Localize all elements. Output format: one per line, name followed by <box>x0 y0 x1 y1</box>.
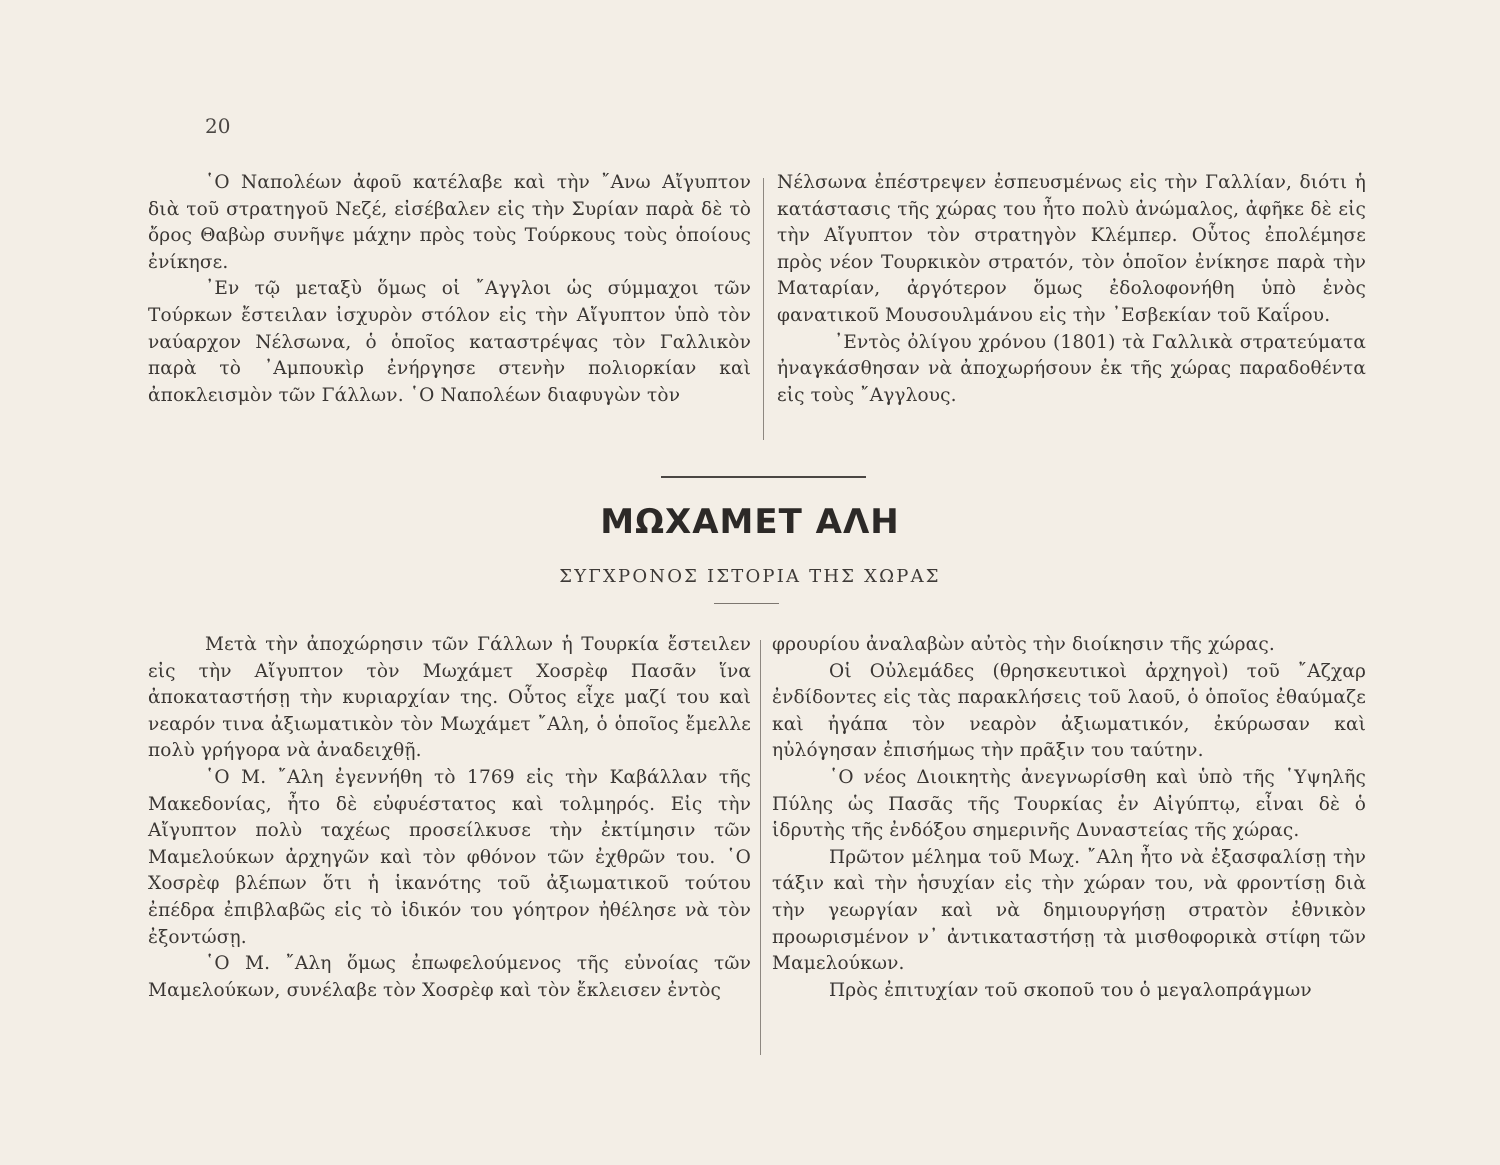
paragraph: Πρὸς ἐπιτυχίαν τοῦ σκοποῦ του ὁ μεγαλοπράγμων <box>829 979 1312 1001</box>
paragraph: ῾Ο Μ. ῎Αλη ὅμως ἐπωφελούμενος τῆς εὐνοίας τῶν Μαμελούκων, συνέλαβε τὸν Χοσρὲφ καὶ τὸν ἔκλεισεν ἐντὸς <box>148 953 751 1001</box>
paragraph: ῾Ο νέος Διοικητὴς ἀνεγνωρίσθη καὶ ὑπὸ τῆς ῾Υψηλῆς Πύλης ὡς Πασᾶς τῆς Τουρκίας ἐν Αἰγύπτῳ, εἶναι δὲ ὁ ἱδρυτὴς τῆς ἐνδόξου σημερινῆς Δυναστείας τῆς χώρας. <box>772 766 1366 842</box>
column-divider <box>760 640 761 1055</box>
paragraph: Πρῶτον μέλημα τοῦ Μωχ. ῎Αλη ἦτο νὰ ἐξασφαλίσῃ τὴν τάξιν καὶ τὴν ἡσυχίαν εἰς τὴν χώραν του, νὰ φροντίσῃ διὰ τὴν γεωργίαν καὶ νὰ δημιουργήσῃ στρατὸν ἐθνικὸν προωρισμένον ν᾿ ἀντικαταστήσῃ τὰ μισθοφορικὰ στίφη τῶν Μαμελούκων. <box>772 846 1366 975</box>
paragraph: Μετὰ τὴν ἀποχώρησιν τῶν Γάλλων ἡ Τουρκία ἔστειλεν εἰς τὴν Αἴγυπτον τὸν Μωχάμετ Χοσρὲφ Πασᾶν ἵνα ἀποκαταστήσῃ τὴν κυριαρχίαν της. Οὗτος εἶχε μαζί του καὶ νεαρόν τινα ἀξιωματικὸν τὸν Μωχάμετ ῎Αλη, ὁ ὁποῖος ἔμελλε πολὺ γρήγορα νὰ ἀναδειχθῇ. <box>148 634 751 762</box>
bottom-right-column <box>772 632 1366 1004</box>
paragraph: ῾Ο Ναπολέων ἀφοῦ κατέλαβε καὶ τὴν ῎Ανω Αἴγυπτον διὰ τοῦ στρατηγοῦ Νεζέ, εἰσέβαλεν εἰς τὴν Συρίαν παρὰ δὲ τὸ ὄρος Θαβὼρ συνῆψε μάχην πρὸς τοὺς Τούρκους τοὺς ὁποίους ἐνίκησε. <box>148 172 751 273</box>
paragraph: Οἱ Οὐλεμάδες (θρησκευτικοὶ ἀρχηγοὶ) τοῦ ῎Αζχαρ ἐνδίδοντες εἰς τὰς παρακλήσεις τοῦ λαοῦ, ὁ ὁποῖος ἐθαύμαζε καὶ ἠγάπα τὸν νεαρὸν ἀξιωματικόν, ἐκύρωσαν καὶ ηὐλόγησαν ἐπισήμως τὴν πρᾶξιν του ταύτην. <box>772 660 1366 762</box>
subtitle-rule <box>714 603 779 604</box>
page-number: 20 <box>205 114 231 138</box>
paragraph: ᾿Εντὸς ὀλίγου χρόνου (1801) τὰ Γαλλικὰ στρατεύματα ἠναγκάσθησαν νὰ ἀποχωρήσουν ἐκ τῆς χώρας παραδοθέντα εἰς τοὺς ῎Αγγλους. <box>777 331 1366 406</box>
paragraph: ῾Ο Μ. ῎Αλη ἐγεννήθη τὸ 1769 εἰς τὴν Καβάλλαν τῆς Μακεδονίας, ἦτο δὲ εὐφυέστατος καὶ τολμηρός. Εἰς τὴν Αἴγυπτον πολὺ ταχέως προσείλκυσε τὴν ἐκτίμησιν τῶν Μαμελούκων ἀρχηγῶν καὶ τὸν φθόνον τῶν ἐχθρῶν του. ῾Ο Χοσρὲφ βλέπων ὅτι ἡ ἱκανότης τοῦ ἀξιωματικοῦ τούτου ἐπέδρα ἐπιβλαβῶς εἰς τὸ ἰδικόν του γόητρον ἠθέλησε νὰ τὸν ἐξοντώσῃ. <box>148 766 751 948</box>
section-subtitle: ΣΥΓΧΡΟΝΟΣ ΙΣΤΟΡΙΑ ΤΗΣ ΧΩΡΑΣ <box>559 566 941 587</box>
bottom-left-column <box>148 632 751 1004</box>
title-rule <box>661 476 866 478</box>
column-divider <box>763 178 764 440</box>
paragraph: Νέλσωνα ἐπέστρεψεν ἐσπευσμένως εἰς τὴν Γαλλίαν, διότι ἡ κατάστασις τῆς χώρας του ἦτο πολὺ ἀνώμαλος, ἀφῆκε δὲ εἰς τὴν Αἴγυπτον τὸν στρατηγὸν Κλέμπερ. Οὗτος ἐπολέμησε πρὸς νέον Τουρκικὸν στρατόν, τὸν ὁποῖον ἐνίκησε παρὰ τὴν Ματαρίαν, ἀργότερον ὅμως ἐδολοφονήθη ὑπὸ ἑνὸς φανατικοῦ Μουσουλμάνου εἰς τὴν ᾿Εσβεκίαν τοῦ Καΐρου. <box>777 172 1366 326</box>
top-right-column <box>777 170 1366 409</box>
paragraph: φρουρίου ἀναλαβὼν αὐτὸς τὴν διοίκησιν τῆς χώρας. <box>772 634 1275 655</box>
paragraph: ᾿Εν τῷ μεταξὺ ὅμως οἱ ῎Αγγλοι ὡς σύμμαχοι τῶν Τούρκων ἔστειλαν ἰσχυρὸν στόλον εἰς τὴν Αἴγυπτον ὑπὸ τὸν ναύαρχον Νέλσωνα, ὁ ὁποῖος καταστρέψας τὸν Γαλλικὸν παρὰ τὸ ᾿Αμπουκὶρ ἐνήργησε στενὴν πολιορκίαν καὶ ἀποκλεισμὸν τῶν Γάλλων. ῾Ο Ναπολέων διαφυγὼν τὸν <box>148 278 751 406</box>
section-title: ΜΩΧΑΜΕΤ ΑΛΗ <box>600 502 900 542</box>
top-left-column <box>148 170 751 409</box>
